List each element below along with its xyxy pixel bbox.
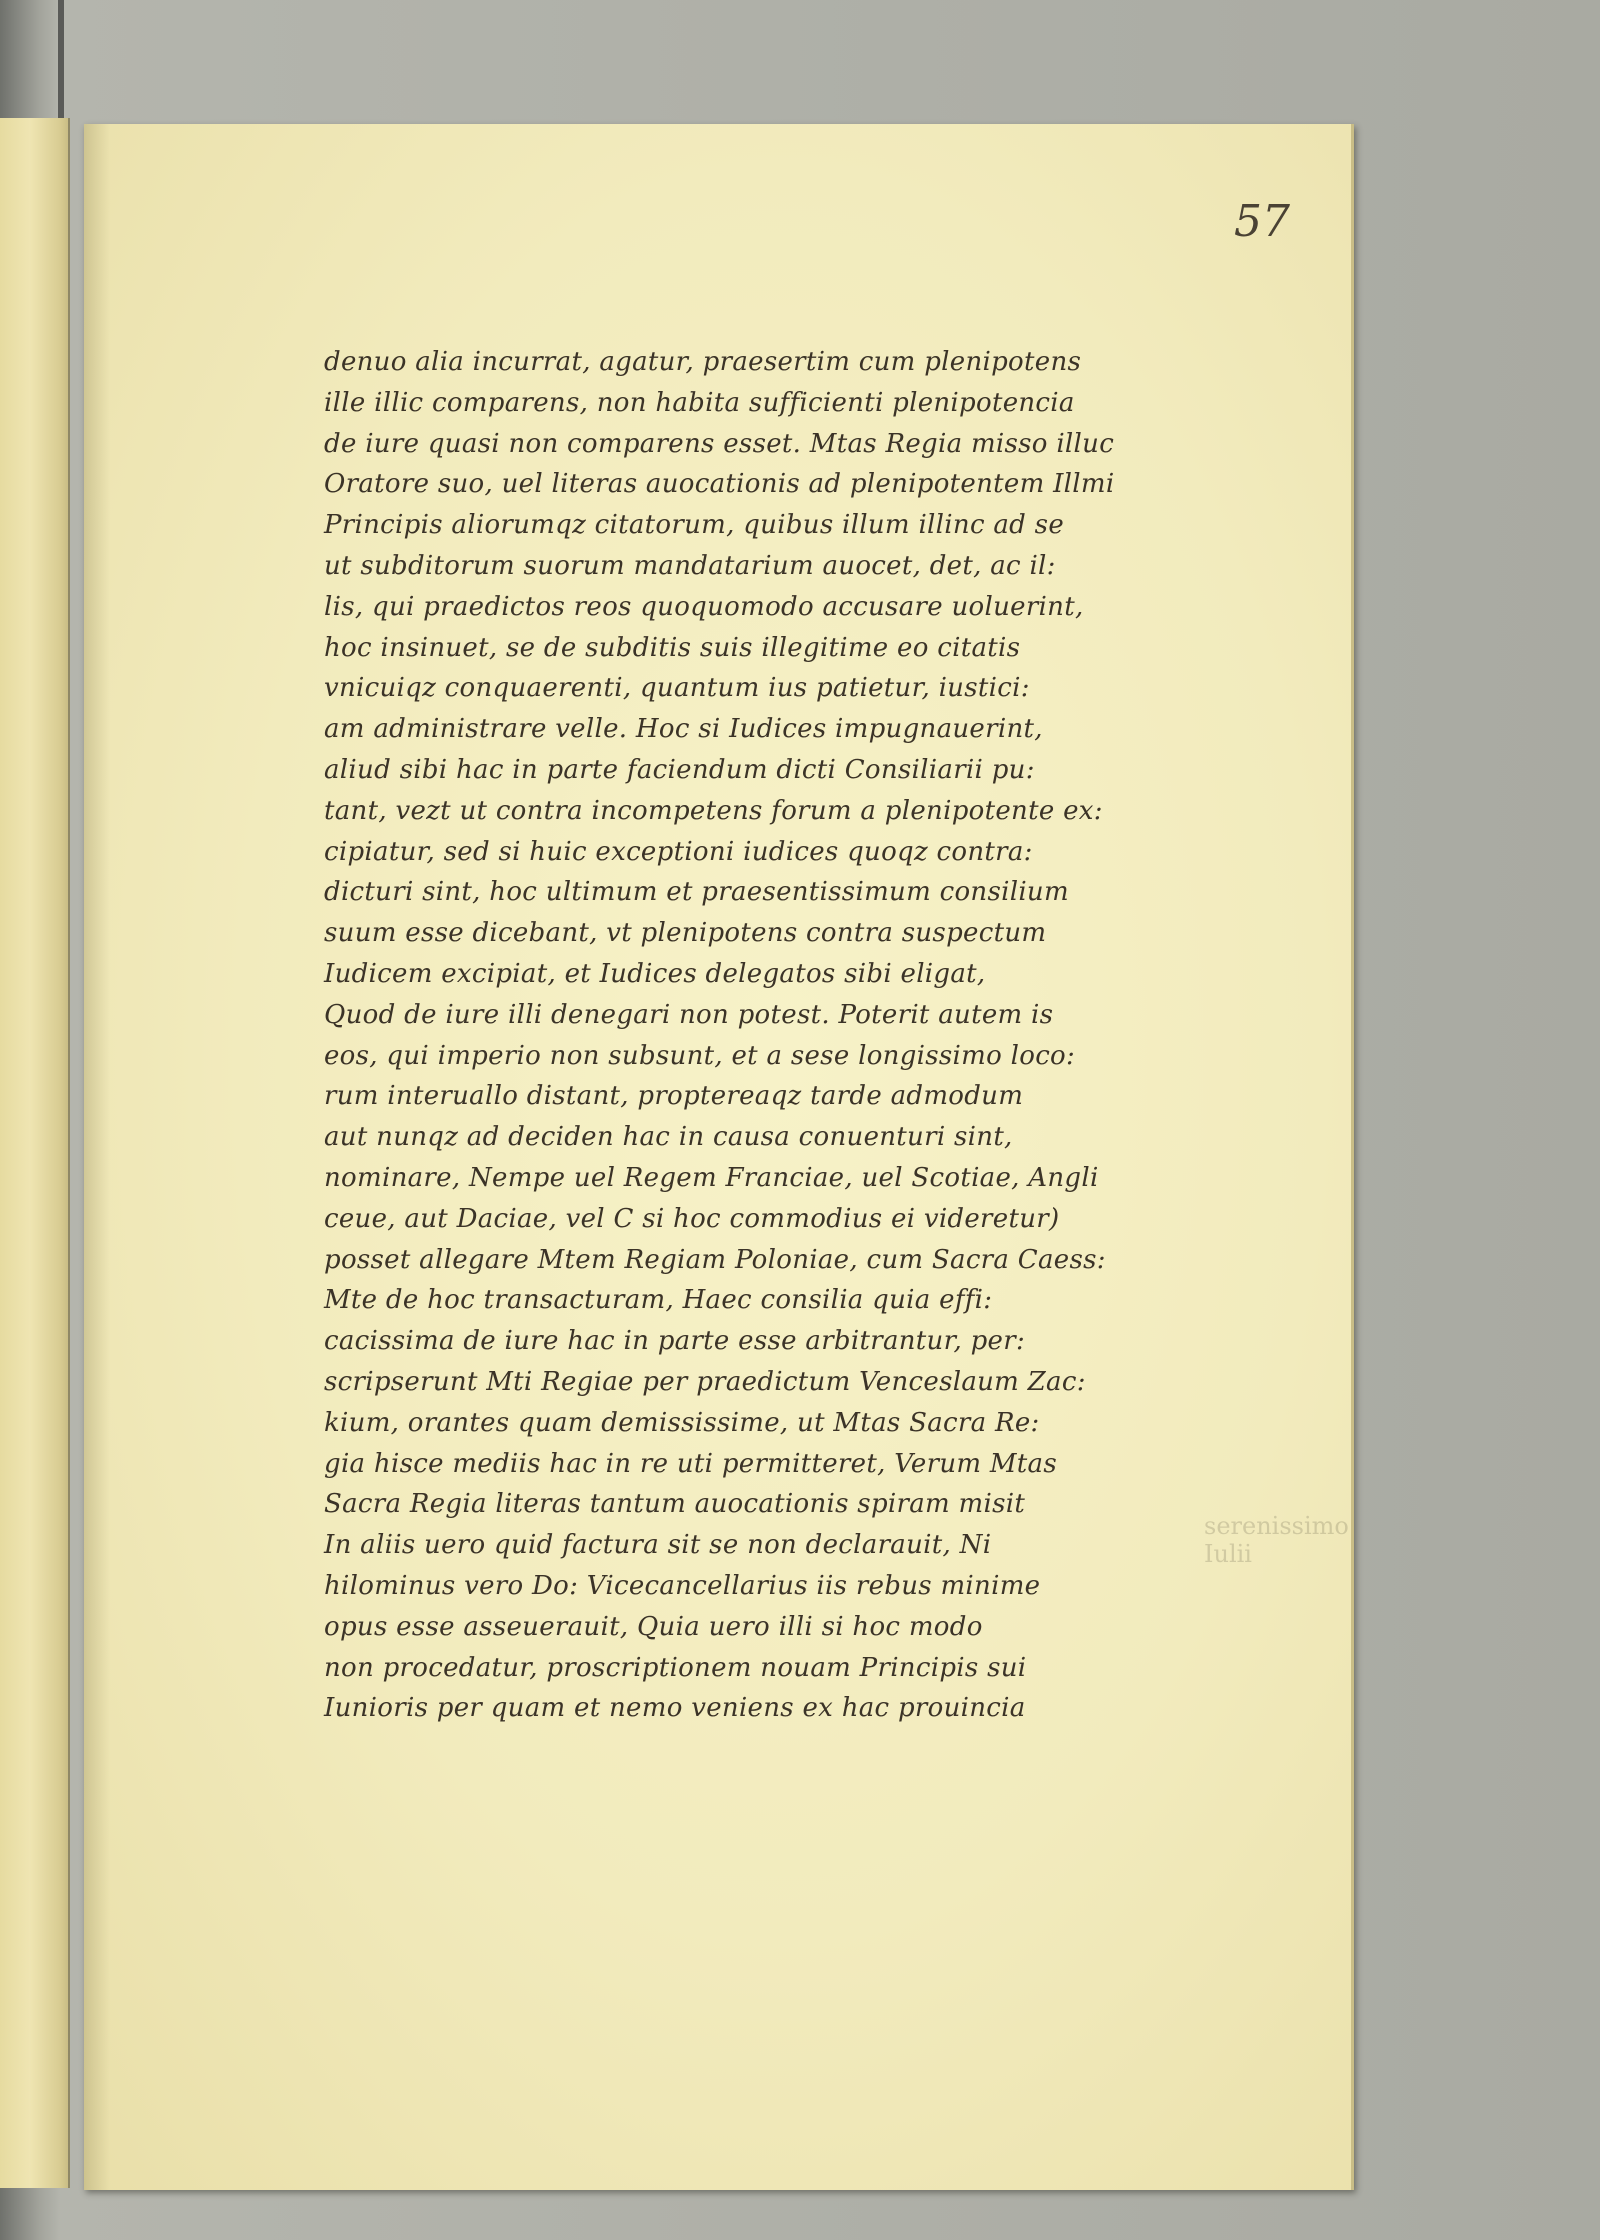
text-line: Mte de hoc transacturam, Haec consilia quia effi: [324,1285,993,1316]
text-line: aliud sibi hac in parte faciendum dicti Consiliarii pu: [324,754,1035,785]
text-line: nominare, Nempe uel Regem Franciae, uel Scotiae, Angli [324,1162,1099,1193]
facing-page-edge [0,118,70,2188]
manuscript-page [84,124,1354,2190]
text-line: tant, vezt ut contra incompetens forum a plenipotente ex: [324,795,1103,826]
text-line: non procedatur, proscriptionem nouam Principis sui [324,1652,1027,1683]
text-line: hoc insinuet, se de subditis suis illegitime eo citatis [324,632,1021,663]
text-line: suum esse dicebant, vt plenipotens contra suspectum [324,918,1047,949]
text-line: ut subditorum suorum mandatarium auocet, det, ac il: [324,550,1056,581]
text-line: eos, qui imperio non subsunt, et a sese longissimo loco: [324,1040,1076,1071]
text-line: am administrare velle. Hoc si Iudices impugnauerint, [324,714,1043,745]
text-line: rum interuallo distant, proptereaqz tarde admodum [324,1081,1024,1112]
manuscript-text [324,342,1254,1729]
text-line: Iudicem excipiat, et Iudices delegatos sibi eligat, [324,958,986,989]
text-line: vnicuiqz conquaerenti, quantum ius patietur, iustici: [324,673,1030,704]
text-line: kium, orantes quam demississime, ut Mtas Sacra Re: [324,1407,1040,1438]
text-line: Oratore suo, uel literas auocationis ad plenipotentem Illmi [324,469,1115,500]
text-line: hilominus vero Do: Vicecancellarius iis rebus minime [324,1570,1041,1601]
text-line: de iure quasi non comparens esset. Mtas Regia misso illuc [324,428,1115,459]
text-line: cacissima de iure hac in parte esse arbitrantur, per: [324,1326,1026,1357]
text-line: lis, qui praedictos reos quoquomodo accusare uoluerint, [324,591,1084,622]
text-line: Principis aliorumqz citatorum, quibus illum illinc ad se [324,510,1065,541]
text-line: ceue, aut Daciae, vel C si hoc commodius ei videretur) [324,1203,1060,1234]
folio-number: 57 [1234,196,1290,247]
gutter-shadow [58,0,64,130]
text-line: posset allegare Mtem Regiam Poloniae, cum Sacra Caess: [324,1244,1106,1275]
text-line: cipiatur, sed si huic exceptioni iudices quoqz contra: [324,836,1033,867]
text-line: gia hisce mediis hac in re uti permitteret, Verum Mtas [324,1448,1058,1479]
text-line: scripserunt Mti Regiae per praedictum Venceslaum Zac: [324,1366,1086,1397]
text-line: Quod de iure illi denegari non potest. Poterit autem is [324,999,1054,1030]
bleed-through-text: serenissimo Iulii [1204,1512,1349,1568]
text-line: opus esse asseuerauit, Quia uero illi si hoc modo [324,1611,983,1642]
text-line: Iunioris per quam et nemo veniens ex hac prouincia [324,1693,1026,1724]
text-line: dicturi sint, hoc ultimum et praesentissimum consilium [324,877,1069,908]
text-line: In aliis uero quid factura sit se non declarauit, Ni [324,1530,992,1561]
text-line: aut nunqz ad deciden hac in causa conuenturi sint, [324,1122,1013,1153]
text-line: ille illic comparens, non habita sufficienti plenipotencia [324,387,1075,418]
text-line: denuo alia incurrat, agatur, praesertim cum plenipotens [324,347,1082,377]
text-line: Sacra Regia literas tantum auocationis spiram misit [324,1489,1026,1520]
